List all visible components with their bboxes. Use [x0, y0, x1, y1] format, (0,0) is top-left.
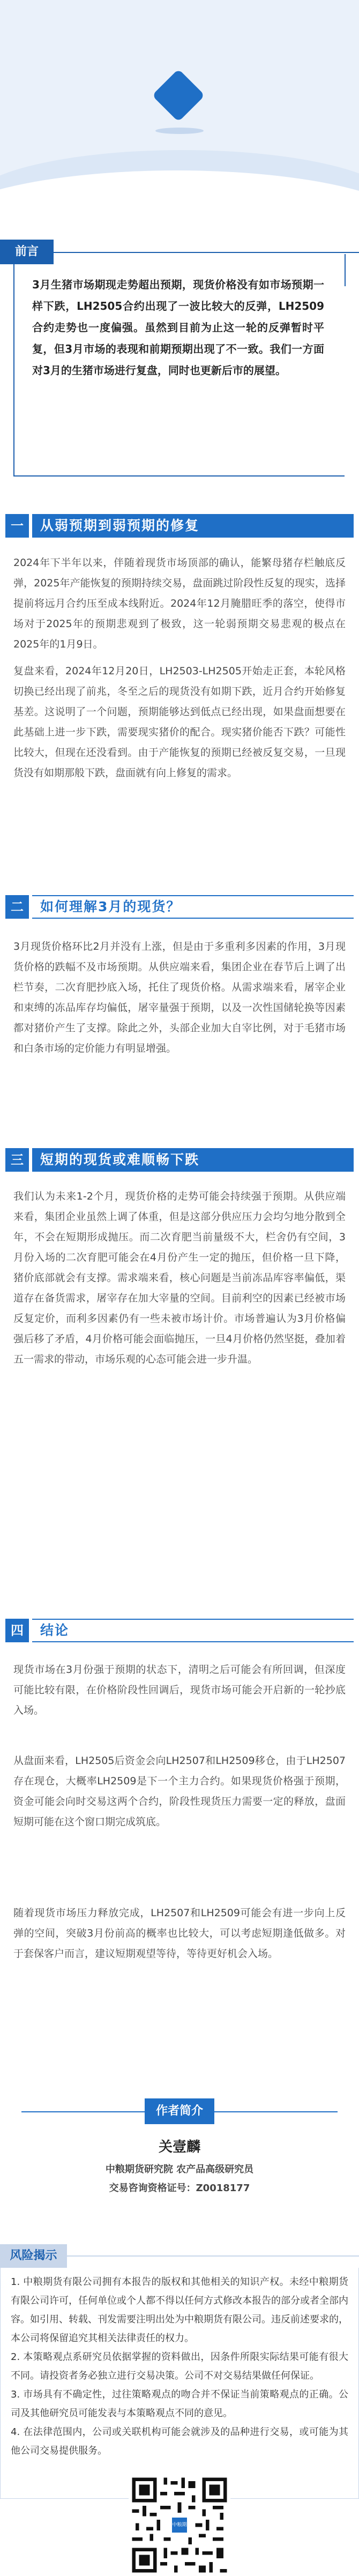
risk-divider: [67, 2255, 359, 2257]
author-label: 作者简介: [145, 2098, 214, 2124]
section-title: 如何理解3月的现货？: [40, 899, 181, 914]
risk-item: 3. 市场具有不确定性，过往策略观点的吻合并不保证当前策略观点的正确。公司及其他研究员可能发表与本策略观点不同的意见。: [11, 2389, 348, 2419]
section-number: 一: [5, 514, 29, 538]
section-number: 二: [5, 895, 29, 919]
preface-divider: [54, 252, 359, 253]
author-license: 交易咨询资格证号：Z0018177: [109, 2183, 250, 2194]
risk-item: 2. 本策略观点系研究员依据掌握的资料做出，因条件所限实际结果可能有很大不同。请投资者务必独立进行交易决策。公司不对交易结果做任何保证。: [11, 2351, 348, 2381]
paragraph: 我们认为未来1-2个月，现货价格的走势可能会持续强于预期。从供应端来看，集团企业虽然上调了体重，但是这部分供应压力会均匀地分散到全年，不会在短期形成抛压。而二次育肥当前量级不大，栏舍仍有空间，3月份入场的二次育肥可能会在4月份产生一定的抛压，但价格一旦下降，猪价底部就会有支撑。需求端来看，核心问题是当前冻品库容率偏低，渠道存在备货需求，屠宰存在加大宰量的空间。目前利空的因素已经被市场反复定价，而利多因素仍有一些未被市场计价。市场普遍认为3月价格偏强后移了矛盾，4月价格可能会面临抛压，一旦4月价格仍然坚挺，叠加着五一需求的带动，市场乐观的心态可能会进一步升温。: [13, 1190, 346, 1365]
section-header-2: [0, 891, 359, 923]
risk-list: [11, 2273, 348, 2460]
risk-tag: 风险揭示: [0, 2244, 67, 2268]
section-header-1: [0, 510, 359, 542]
section-number: 三: [5, 1148, 29, 1172]
section-title: 结论: [40, 1622, 70, 1638]
hero-banner: [0, 0, 359, 210]
author-name: 关壹麟: [158, 2139, 200, 2155]
section-bar: [32, 1619, 354, 1642]
paragraph: 3月现货价格环比2月并没有上涨，但是由于多重利多因素的作用，3月现货价格的跌幅不及市场预期。从供应端来看，集团企业在春节后上调了出栏节奏，二次育肥抄底入场，托住了现货价格。从需求端来看，屠宰企业和束缚的冻品库存均偏低，屠宰量强于预期，以及一次性国储轮换等因素都对猪价产生了支撑。除此之外，头部企业加大自宰比例，对于毛猪市场和白条市场的定价能力有明显增强。: [13, 941, 346, 1054]
risk-item: 4. 在法律范围内，公司或关联机构可能会就涉及的品种进行交易，或可能为其他公司交易提供服务。: [11, 2426, 348, 2456]
section-header-3: [0, 1144, 359, 1176]
diamond-logo-icon: [152, 69, 205, 122]
preface-tag: 前言: [0, 240, 54, 264]
author-divider-right: [214, 2111, 338, 2112]
section-title: 从弱预期到弱预期的修复: [40, 518, 200, 533]
qr-logo: 中粮期货: [170, 2516, 189, 2534]
author-title: 中粮期货研究院 农产品高级研究员: [105, 2164, 254, 2175]
paragraph: 随着现货市场压力释放完成，LH2507和LH2509可能会有进一步向上反弹的空间，突破3月份前高的概率也比较大，可以考虑短期逢低做多。对于套保客户而言，建议短期观望等待，等待更好机会入场。: [13, 1907, 346, 1960]
paragraph: 复盘来看，2024年12月20日，LH2503-LH2505开始走正套，本轮风格切换已经出现了前兆，冬至之后的现货没有如期下跌，近月合约开始修复基差。这说明了一个问题，预期能够达到低点已经出现，如果盘面想要在此基础上进一步下跌，需要现实猪价的配合。现实猪价能否下跌？可能性比较大，但现在还没看到。由于产能恢复的预期已经被反复交易，一旦现货没有如期那般下跌，盘面就有向上修复的需求。: [13, 665, 346, 779]
diamond-shadow: [155, 128, 204, 134]
qr-code: [129, 2474, 230, 2576]
author-header: [0, 2098, 359, 2125]
preface-text: 3月生猪市场期现走势超出预期，现货价格没有如市场预期一样下跌，LH2505合约出现了一波比较大的反弹，LH2509合约走势也一度偏强。虽然到目前为止这一轮的反弹暂时平复，但3月市场的表现和前期预期出现了不一致。我们一方面对3月的生猪市场进行复盘，同时也更新后市的展望。: [32, 278, 324, 377]
risk-item: 1. 中粮期货有限公司拥有本报告的版权和其他相关的知识产权。未经中粮期货有限公司许可，任何单位或个人都不得以任何方式修改本报告的部分或者全部内容。如引用、转载、刊发需要注明出处为中粮期货有限公司。违反前述要求的，本公司将保留追究其相关法律责任的权力。: [11, 2276, 348, 2344]
section-title: 短期的现货或难顺畅下跌: [40, 1152, 200, 1167]
author-divider-left: [21, 2111, 145, 2112]
section-header-4: [0, 1614, 359, 1647]
paragraph: 2024年下半年以来，伴随着现货市场顶部的确认，能繁母猪存栏触底反弹，2025年产能恢复的预期持续交易，盘面跳过阶段性反复的现实，选择提前将远月合约压至成本线附近。2024年12月腌腊旺季的落空，使得市场对于2025年的预期悲观到了极致，这一轮弱预期交易悲观的极点在2025年的1月9日。: [13, 557, 346, 650]
paragraph: 现货市场在3月份强于预期的状态下，清明之后可能会有所回调，但深度可能比较有限，在价格阶段性回调后，现货市场可能会开启新的一轮抄底入场。: [13, 1664, 346, 1716]
paragraph: 从盘面来看，LH2505后资金会向LH2507和LH2509移仓，由于LH2507存在现仓，大概率LH2509是下一个主力合约。如果现货价格强于预期，资金可能会向时交易这两个合约，阶段性现货压力需要一定的释放，盘面短期可能在这个窗口期完成筑底。: [13, 1755, 346, 1828]
section-number: 四: [5, 1619, 29, 1642]
